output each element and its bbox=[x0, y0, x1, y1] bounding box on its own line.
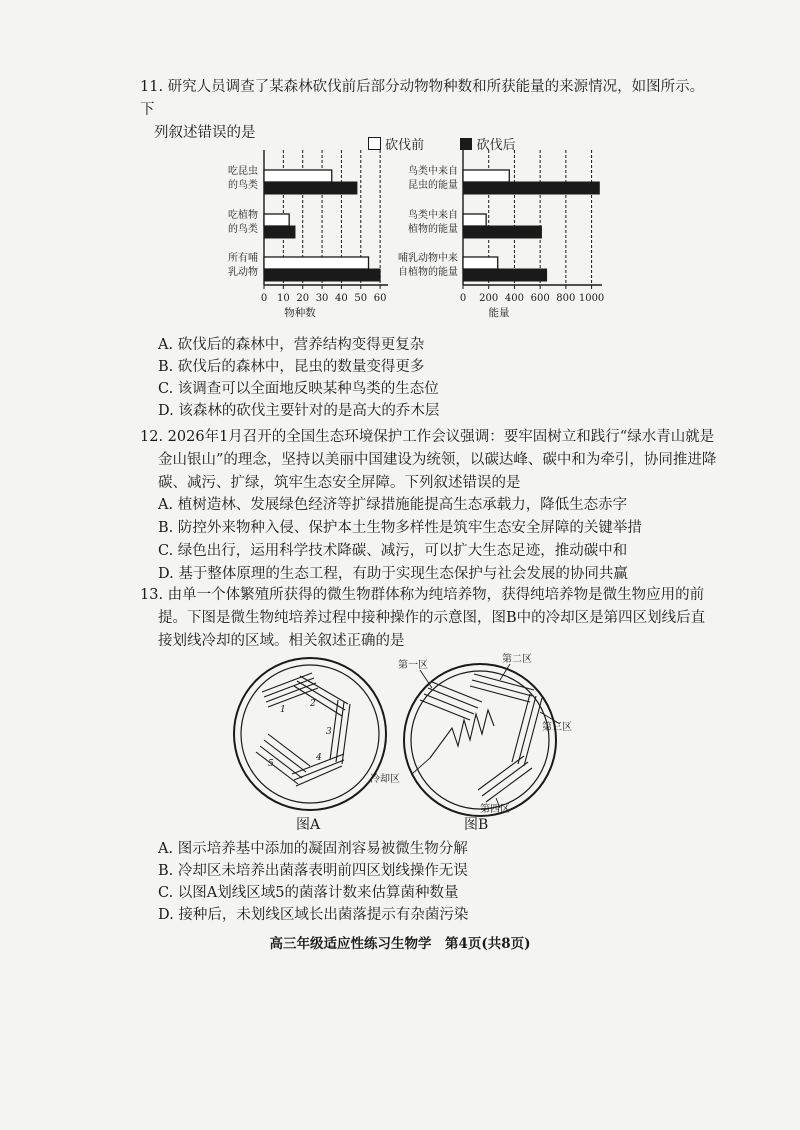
chart-2-category-label: 鸟类中来自 bbox=[408, 166, 458, 177]
q11-option-d: D. 该森林的砍伐主要针对的是高大的乔木层 bbox=[158, 403, 440, 419]
chart-1-bar-before bbox=[264, 170, 332, 182]
zone-label-cooling: 冷却区 bbox=[370, 774, 400, 785]
chart-1-bar-after bbox=[264, 182, 357, 194]
figure-a-petri-dish bbox=[234, 658, 386, 810]
question-12-line-1: 12. 2026年1月召开的全国生态环境保护工作会议强调：要牢固树立和践行“绿水青山就是 bbox=[140, 429, 715, 445]
chart-2-category-label: 哺乳动物中来 bbox=[398, 253, 458, 264]
legend-before-label: 砍伐前 bbox=[385, 138, 425, 153]
q13-option-b: B. 冷却区未培养出菌落表明前四区划线操作无误 bbox=[158, 863, 468, 879]
zone-label-first: 第一区 bbox=[398, 660, 428, 671]
question-11-options bbox=[158, 334, 439, 422]
chart-2-category-label: 自植物的能量 bbox=[398, 267, 458, 278]
figure-b-petri-dish bbox=[370, 652, 572, 816]
q12-option-b: B. 防控外来物种入侵、保护本土生物多样性是筑牢生态安全屏障的关键举措 bbox=[158, 520, 642, 536]
chart-1-tick-label: 50 bbox=[354, 293, 368, 304]
question-13-figures bbox=[0, 650, 800, 820]
figure-b-caption: 图B bbox=[464, 817, 489, 833]
chart-2-category-label: 植物的能量 bbox=[408, 224, 458, 235]
chart-2-tick-label: 600 bbox=[530, 293, 550, 304]
q13-option-d: D. 接种后，未划线区域长出菌落提示有杂菌污染 bbox=[158, 907, 469, 923]
chart-1-category-label: 的鸟类 bbox=[228, 180, 258, 191]
q12-option-d: D. 基于整体原理的生态工程，有助于实现生态保护与社会发展的协同共赢 bbox=[158, 566, 628, 582]
chart-2-x-label: 能量 bbox=[488, 307, 510, 319]
question-13-line-1: 13. 由单一个体繁殖所获得的微生物群体称为纯培养物，获得纯培养物是微生物应用的前 bbox=[140, 587, 705, 603]
chart-2-tick-label: 0 bbox=[459, 293, 467, 304]
question-13-options bbox=[158, 838, 468, 926]
zone-label-fourth: 第四区 bbox=[480, 804, 510, 815]
chart-1-category-label: 乳动物 bbox=[228, 267, 258, 278]
question-13-stem bbox=[140, 584, 720, 653]
chart-1-category-label: 所有哺 bbox=[228, 253, 258, 264]
question-12-stem bbox=[140, 426, 720, 495]
chart-2-tick-label: 400 bbox=[504, 293, 524, 304]
question-12-options bbox=[158, 494, 642, 586]
zone-4-number: 4 bbox=[316, 753, 322, 763]
chart-1-bar-after bbox=[264, 226, 295, 238]
chart-1-bar-after bbox=[264, 269, 380, 281]
legend-swatch-after bbox=[460, 138, 472, 150]
page-footer: 高三年级适应性练习生物学 第4页(共8页) bbox=[269, 936, 531, 952]
question-12-line-3: 碳、减污、扩绿，筑牢生态安全屏障。下列叙述错误的是 bbox=[158, 475, 521, 491]
chart-1-bar-before bbox=[264, 214, 289, 226]
chart-2-category-label: 昆虫的能量 bbox=[408, 180, 458, 191]
chart-1-tick-label: 30 bbox=[315, 293, 329, 304]
question-11-line-1: 11. 研究人员调查了某森林砍伐前后部分动物物种数和所获能量的来源情况，如图所示。下 bbox=[140, 79, 705, 118]
chart-1-tick-label: 0 bbox=[260, 293, 268, 304]
chart-1-tick-label: 60 bbox=[373, 293, 387, 304]
chart-1-category-label: 吃植物 bbox=[228, 210, 258, 221]
q11-option-c: C. 该调查可以全面地反映某种鸟类的生态位 bbox=[158, 381, 439, 397]
legend-after-label: 砍伐后 bbox=[476, 138, 516, 153]
chart-2-bar-after bbox=[463, 269, 547, 281]
question-13-line-2: 提。下图是微生物纯培养过程中接种操作的示意图，图B中的冷却区是第四区划线后直 bbox=[158, 610, 706, 626]
zone-3-number: 3 bbox=[326, 727, 332, 737]
chart-2-bar-before bbox=[463, 170, 509, 182]
chart-2-bar-before bbox=[463, 214, 486, 226]
chart-2-category-label: 鸟类中来自 bbox=[408, 210, 458, 221]
chart-1-category-label: 吃昆虫 bbox=[228, 166, 258, 177]
q12-option-c: C. 绿色出行，运用科学技术降碳、减污，可以扩大生态足迹，推动碳中和 bbox=[158, 543, 628, 559]
question-13-line-3: 接划线冷却的区域。相关叙述正确的是 bbox=[158, 633, 405, 649]
chart-1-tick-label: 10 bbox=[276, 293, 290, 304]
q12-option-a: A. 植树造林、发展绿色经济等扩绿措施能提高生态承载力，降低生态赤字 bbox=[158, 497, 628, 513]
question-12-line-2: 金山银山”的理念，坚持以美丽中国建设为统领，以碳达峰、碳中和为牵引，协同推进降 bbox=[158, 452, 717, 468]
q13-option-c: C. 以图A划线区域5的菌落计数来估算菌种数量 bbox=[158, 885, 459, 901]
chart-2-tick-label: 200 bbox=[479, 293, 499, 304]
chart-1-tick-label: 20 bbox=[296, 293, 310, 304]
chart-2-tick-label: 800 bbox=[556, 293, 576, 304]
legend-swatch-before bbox=[368, 137, 381, 150]
q11-option-b: B. 砍伐后的森林中，昆虫的数量变得更多 bbox=[158, 359, 425, 375]
q13-option-a: A. 图示培养基中添加的凝固剂容易被微生物分解 bbox=[158, 841, 468, 857]
q11-option-a: A. 砍伐后的森林中，营养结构变得更复杂 bbox=[158, 337, 425, 353]
zone-5-number: 5 bbox=[268, 759, 274, 769]
chart-1-category-label: 的鸟类 bbox=[228, 224, 258, 235]
chart-2-bar-after bbox=[463, 182, 599, 194]
question-11-line-2: 列叙述错误的是 bbox=[154, 125, 256, 141]
zone-2-number: 2 bbox=[310, 699, 316, 709]
chart-1-bar-before bbox=[264, 257, 369, 269]
chart-1-tick-label: 40 bbox=[335, 293, 348, 304]
zone-label-third: 第三区 bbox=[542, 722, 572, 733]
figure-a-caption: 图A bbox=[296, 817, 321, 833]
zone-1-number: 1 bbox=[280, 705, 286, 715]
chart-2-bar-after bbox=[463, 226, 541, 238]
chart-2-bar-before bbox=[463, 257, 498, 269]
zone-label-second: 第二区 bbox=[502, 654, 532, 665]
chart-2-tick-label: 1000 bbox=[578, 293, 605, 304]
question-11-charts bbox=[0, 150, 800, 330]
chart-1-x-label: 物种数 bbox=[284, 307, 316, 319]
